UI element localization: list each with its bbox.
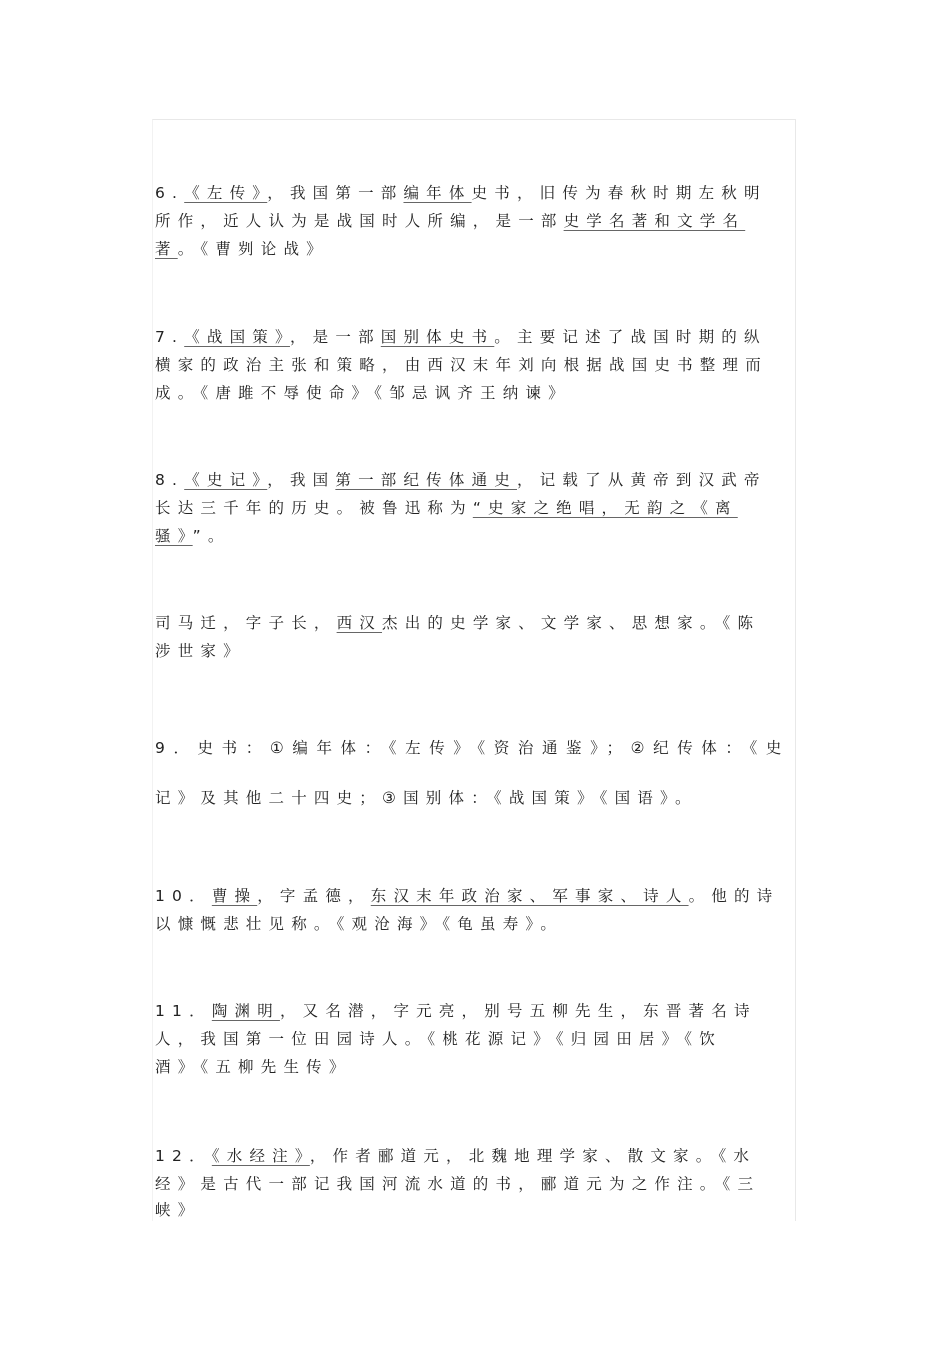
entry-11-line-2: 人，我国第一位田园诗人。《桃花源记》《归园田居》《饮 (155, 1030, 722, 1048)
name-taoyuanming: 陶渊明 (211, 1002, 280, 1020)
entry-12-line-1: 12．《水经注》，作者郦道元，北魏地理学家、散文家。《水 (155, 1147, 757, 1165)
entry-6-line-2: 所作，近人认为是战国时人所编，是一部史学名著和文学名 (155, 212, 746, 230)
entry-12-line-2: 经》是古代一部记我国河流水道的书，郦道元为之作注。《三 (155, 1175, 761, 1193)
entry-8-line-2: 长达三千年的历史。被鲁迅称为“史家之绝唱，无韵之《离 (155, 499, 738, 517)
term-jizhuanti: 第一部纪传体通史 (335, 471, 517, 489)
term-xihan: 西汉 (336, 614, 383, 632)
entry-12-line-3: 峡》 (155, 1201, 201, 1219)
entry-8-line-1: 8.《史记》，我国第一部纪传体通史，记载了从黄帝到汉武帝 (155, 471, 767, 489)
title-shuijingzhu: 《水经注》 (211, 1147, 310, 1165)
title-shiji: 《史记》 (184, 471, 268, 489)
entry-6-line-3: 著。《曹刿论战》 (155, 240, 329, 258)
entry-simaqian-line-1: 司马迁，字子长，西汉杰出的史学家、文学家、思想家。《陈 (155, 614, 761, 632)
entry-10-line-1: 10．曹操，字孟德，东汉末年政治家、军事家、诗人。他的诗 (155, 887, 780, 905)
entry-11-line-1: 11．陶渊明，又名潜，字元亮，别号五柳先生，东晋著名诗 (155, 1002, 757, 1020)
quote-lu-xun: “史家之绝唱，无韵之《离 (472, 499, 738, 517)
title-zhanguoce: 《战国策》 (184, 328, 290, 346)
entry-7-line-2: 横家的政治主张和策略，由西汉末年刘向根据战国史书整理而 (155, 356, 768, 374)
entry-11-line-3: 酒》《五柳先生传》 (155, 1058, 352, 1076)
name-caocao: 曹操 (211, 887, 258, 905)
term-guobieti: 国别体史书 (380, 328, 495, 346)
entry-7-line-3: 成。《唐雎不辱使命》《邹忌讽齐王纳谏》 (155, 384, 571, 402)
term-caocao-identity: 东汉末年政治家、军事家、诗人 (370, 887, 689, 905)
entry-8-line-3: 骚》”。 (155, 527, 231, 545)
document-page (152, 119, 796, 1221)
entry-7-line-1: 7.《战国策》，是一部国别体史书。主要记述了战国时期的纵 (155, 328, 767, 346)
entry-6-line-1: 6.《左传》，我国第一部编年体史书，旧传为春秋时期左秋明 (155, 184, 767, 202)
entry-9-line-1: 9．史书：①编年体：《左传》《资治通鉴》；②纪传体：《史 (155, 739, 790, 757)
term-biannianti: 编年体 (403, 184, 472, 202)
title-zuozhuan: 《左传》 (184, 184, 268, 202)
entry-9-line-2: 记》及其他二十四史；③国别体：《战国策》《国语》。 (155, 789, 698, 807)
entry-simaqian-line-2: 涉世家》 (155, 642, 246, 660)
term-shixue-mingzhu: 史学名著和文学名 (563, 212, 746, 230)
entry-10-line-2: 以慷慨悲壮见称。《观沧海》《龟虽寿》。 (155, 915, 564, 933)
